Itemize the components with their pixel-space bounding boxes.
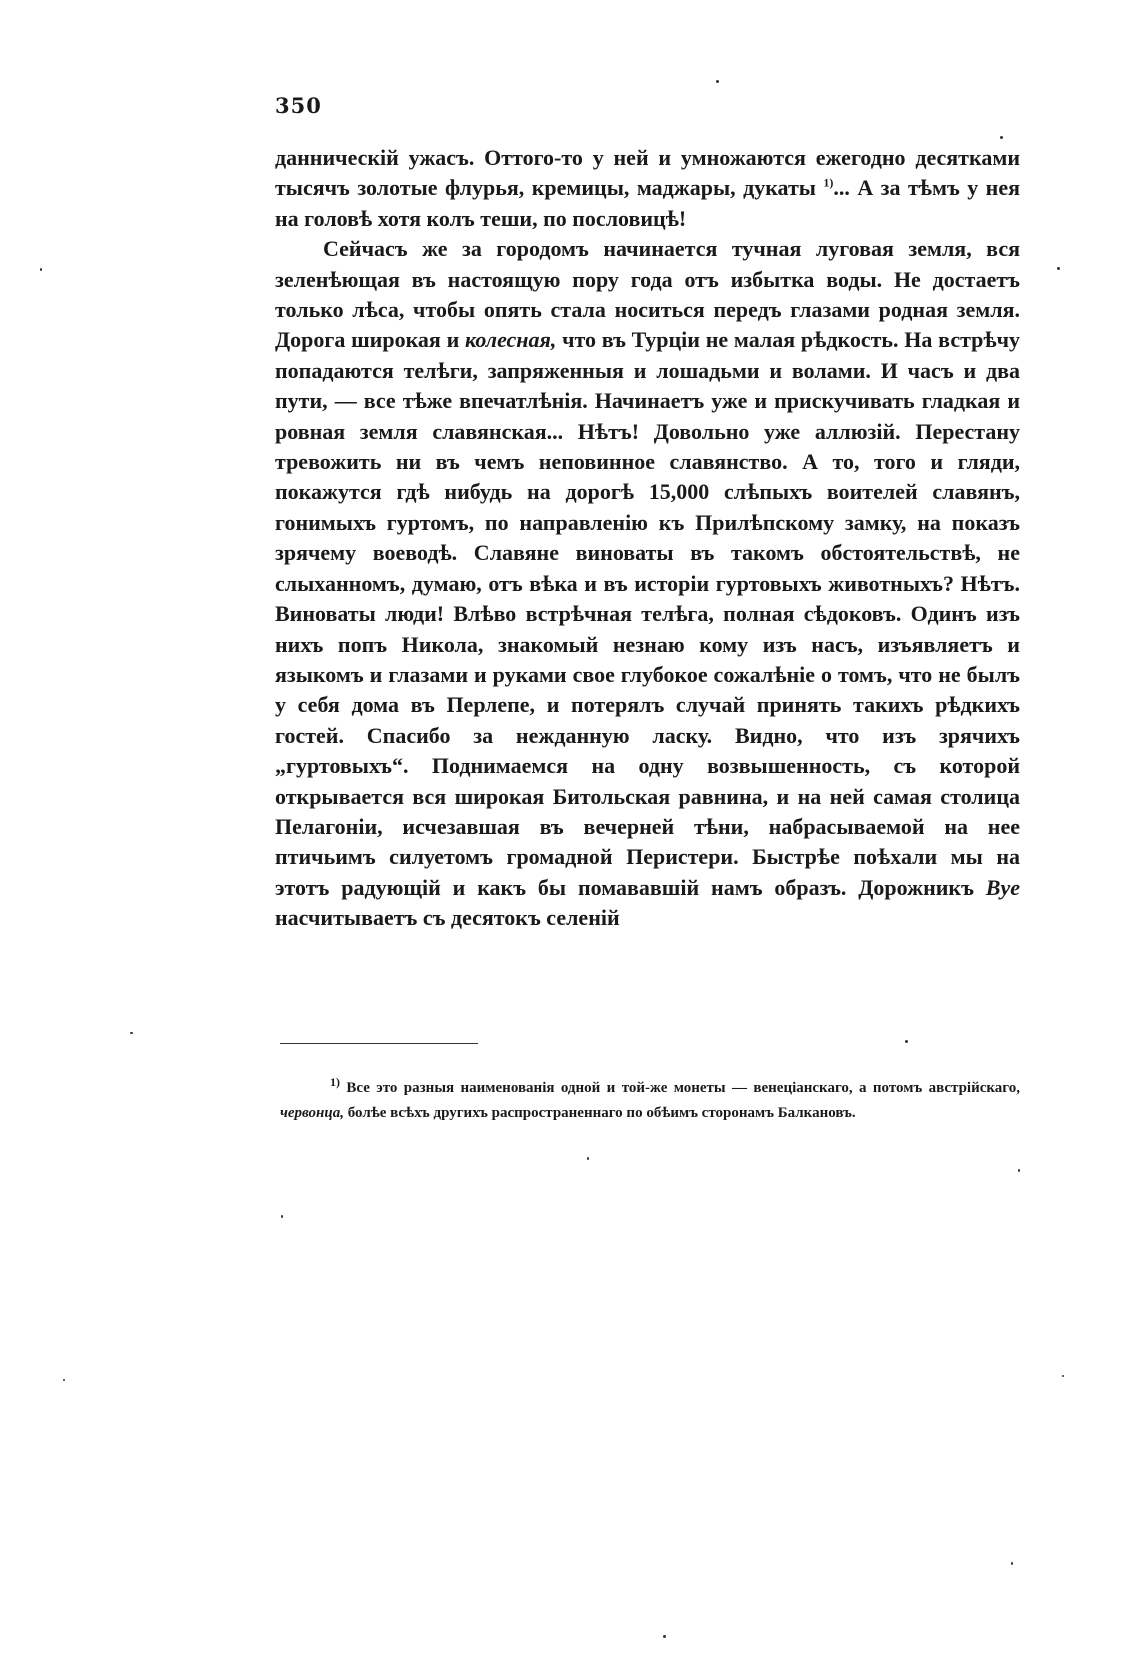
main-text	[275, 143, 1020, 934]
scan-speck	[130, 1032, 133, 1034]
scan-speck	[1062, 1375, 1064, 1377]
scan-speck	[40, 268, 42, 271]
paragraph-2-part-1: Сейчасъ же за городомъ начинается тучная луговая земля, вся зеленѣющая въ настоящую пору года отъ избытка воды. Не достаетъ только лѣса, чтобы опять стала носиться передъ глазами родная земля. Дорога широкая и	[275, 236, 1020, 353]
paragraph-2-part-3: насчитываетъ съ десятокъ селеній	[275, 905, 620, 931]
paragraph-1	[275, 143, 1020, 234]
paragraph-1-after: ... А за тѣмъ у нея на головѣ хотя колъ теши, по пословицѣ!	[275, 175, 1020, 231]
page-number: 350	[275, 93, 322, 118]
scan-speck	[905, 1040, 908, 1043]
scan-speck	[281, 1215, 283, 1218]
scan-speck	[1000, 136, 1003, 139]
paragraph-2	[275, 234, 1020, 933]
footnote-part-2: болѣе всѣхъ другихъ распространеннаго по обѣимъ сторонамъ Балкановъ.	[347, 1105, 856, 1121]
scan-speck	[1018, 1169, 1020, 1172]
scan-speck	[1057, 267, 1060, 270]
italic-name-vue: Вуе	[985, 874, 1020, 900]
footnote-divider	[280, 1043, 478, 1044]
footnote-italic-chervontsa: червонца,	[280, 1105, 344, 1121]
scan-speck	[587, 1157, 589, 1160]
scan-speck	[1011, 1562, 1013, 1565]
scan-speck	[663, 1635, 666, 1638]
paragraph-2-part-2: что въ Турціи не малая рѣдкость. На встрѣчу попадаются телѣги, запряженныя и лошадьми и волами. И часъ и два пути, — все тѣже впечатлѣнія. Начинаетъ уже и прискучивать гладкая и ровная земля славянская... Нѣтъ! Довольно уже аллюзій. Перестану тревожить ни въ чемъ неповинное славянство. А то, того и гляди, покажутся гдѣ нибудь на дорогѣ 15,000 слѣпыхъ воителей славянъ, гонимыхъ гуртомъ, по направленію къ Прилѣпскому замку, на показъ зрячему воеводѣ. Славяне виноваты въ такомъ обстоятельствѣ, не слыханномъ, думаю, отъ вѣка и въ исторіи гуртовыхъ животныхъ? Нѣтъ. Виноваты люди! Влѣво встрѣчная телѣга, полная сѣдоковъ. Одинъ изъ нихъ попъ Никола, знакомый незнаю кому изъ насъ, изъявляетъ и языкомъ и глазами и руками свое глубокое сожалѣніе о томъ, что не былъ у себя дома въ Перлепе, и потерялъ случай принять такихъ рѣдкихъ гостей. Спасибо за нежданную ласку. Видно, что изъ зрячихъ „гуртовыхъ“. Поднимаемся на одну возвышенность, съ которой открывается вся широкая Битольская равнина, и на ней самая столица Пелагоніи, исчезавшая въ вечерней тѣни, набрасываемой на нее птичьимъ силуетомъ громадной Перистери. Быстрѣе поѣхали мы на этотъ радующій и какъ бы помававшій намъ образъ. Дорожникъ	[275, 327, 1020, 900]
footnote	[280, 1076, 1020, 1126]
scan-speck	[63, 1379, 65, 1381]
italic-word-kolesnaya: колесная,	[465, 327, 557, 353]
footnote-reference: 1)	[823, 176, 834, 191]
paragraph-1-text: данническій ужасъ. Оттого-то у ней и умножаются ежегодно десятками тысячъ золотые флурья, кремицы, маджары, дукаты	[275, 145, 1020, 201]
scan-speck	[716, 80, 719, 83]
footnote-marker: 1)	[330, 1075, 340, 1089]
footnote-part-1: Все это разныя наименованія одной и той-же монеты — венеціанскаго, а потомъ австрійскаго,	[346, 1080, 1020, 1096]
